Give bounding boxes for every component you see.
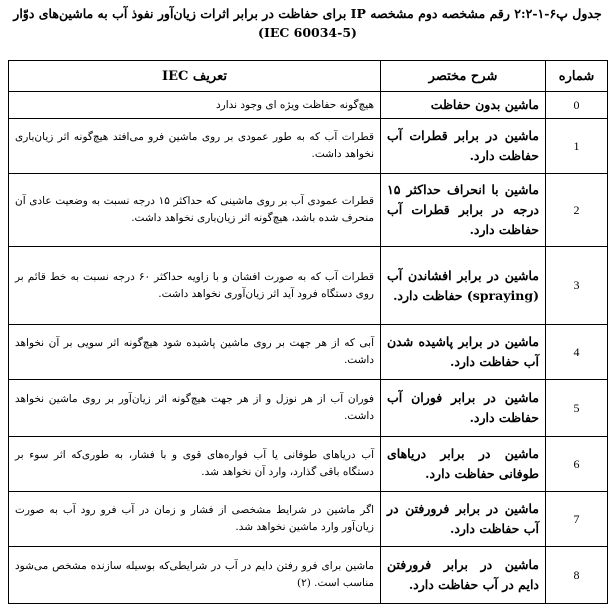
row-short-description: ماشین در برابر دریاهای طوفانی حفاظت دارد.: [381, 437, 546, 492]
row-short-description: ماشین بدون حفاظت: [381, 92, 546, 119]
row-iec-definition: ماشین برای فرو رفتن دایم در آب در شرایطی‌که بوسیله سازنده مشخص می‌شود مناسب است. (۲): [9, 547, 381, 604]
row-short-description: ماشین در برابر فرورفتن در آب حفاظت دارد.: [381, 492, 546, 547]
table-row: [9, 380, 608, 437]
table-row: [9, 247, 608, 325]
row-short-description: ماشین در برابر فوران آب حفاظت دارد.: [381, 380, 546, 437]
row-iec-definition: قطرات آب که به صورت افشان و با زاویه حداکثر ۶۰ درجه نسبت به خط قائم بر روی دستگاه فرود آید اثر زیان‌آوری نخواهد داشت.: [9, 247, 381, 325]
row-iec-definition: قطرات آب که به طور عمودی بر روی ماشین فرو می‌افتد هیچ‌گونه اثر زیان‌باری نخواهد داشت.: [9, 119, 381, 174]
row-iec-definition: اگر ماشین در شرایط مشخصی از فشار و زمان در آب فرو رود آب به صورت زیان‌آور وارد ماشین نخواهد شد.: [9, 492, 381, 547]
row-short-description: ماشین در برابر قطرات آب حفاظت دارد.: [381, 119, 546, 174]
row-number: 8: [546, 547, 608, 604]
table-caption: جدول پ۶-۱-۲:۲ رقم مشخصه دوم مشخصه IP برای حفاظت در برابر اثرات زیان‌آور نفوذ آب به ماشین‌های دوّار (IEC 60034-5): [13, 6, 602, 40]
table-row: [9, 119, 608, 174]
header-number: شماره: [546, 61, 608, 92]
row-iec-definition: فوران آب از هر نوزل و از هر جهت هیچ‌گونه اثر زیان‌آور بر روی ماشین نخواهد داشت.: [9, 380, 381, 437]
row-iec-definition: آبی که از هر جهت بر روی ماشین پاشیده شود هیچ‌گونه اثر سویی بر آن نخواهد داشت.: [9, 325, 381, 380]
row-iec-definition: آب دریاهای طوفانی یا آب فواره‌های قوی و با فشار، به طوری‌که اثر سوء بر دستگاه باقی گذارد، وارد آن نخواهد شد.: [9, 437, 381, 492]
row-short-description: ماشین با انحراف حداکثر ۱۵ درجه در برابر قطرات آب حفاظت دارد.: [381, 174, 546, 247]
row-short-description: ماشین در برابر افشاندن آب (spraying) حفاظت دارد.: [381, 247, 546, 325]
table-row: [9, 174, 608, 247]
header-iec-definition: تعریف IEC: [9, 61, 381, 92]
table-row: [9, 325, 608, 380]
row-short-description: ماشین در برابر فرورفتن دایم در آب حفاظت دارد.: [381, 547, 546, 604]
table-row: [9, 437, 608, 492]
table-row: [9, 92, 608, 119]
row-number: 3: [546, 247, 608, 325]
row-number: 4: [546, 325, 608, 380]
table-header-row: [9, 61, 608, 92]
row-number: 7: [546, 492, 608, 547]
table-row: [9, 492, 608, 547]
header-short-description: شرح مختصر: [381, 61, 546, 92]
row-number: 2: [546, 174, 608, 247]
row-number: 6: [546, 437, 608, 492]
row-iec-definition: هیچ‌گونه حفاظت ویژه ای وجود ندارد: [9, 92, 381, 119]
row-iec-definition: قطرات عمودی آب بر روی ماشینی که حداکثر ۱۵ درجه نسبت به وضعیت عادی آن منحرف شده باشد، هیچ‌گونه اثر زیان‌باری نخواهد داشت.: [9, 174, 381, 247]
row-number: 1: [546, 119, 608, 174]
ip-second-digit-table: [8, 60, 608, 604]
row-short-description: ماشین در برابر پاشیده شدن آب حفاظت دارد.: [381, 325, 546, 380]
row-number: 5: [546, 380, 608, 437]
table-row: [9, 547, 608, 604]
row-number: 0: [546, 92, 608, 119]
